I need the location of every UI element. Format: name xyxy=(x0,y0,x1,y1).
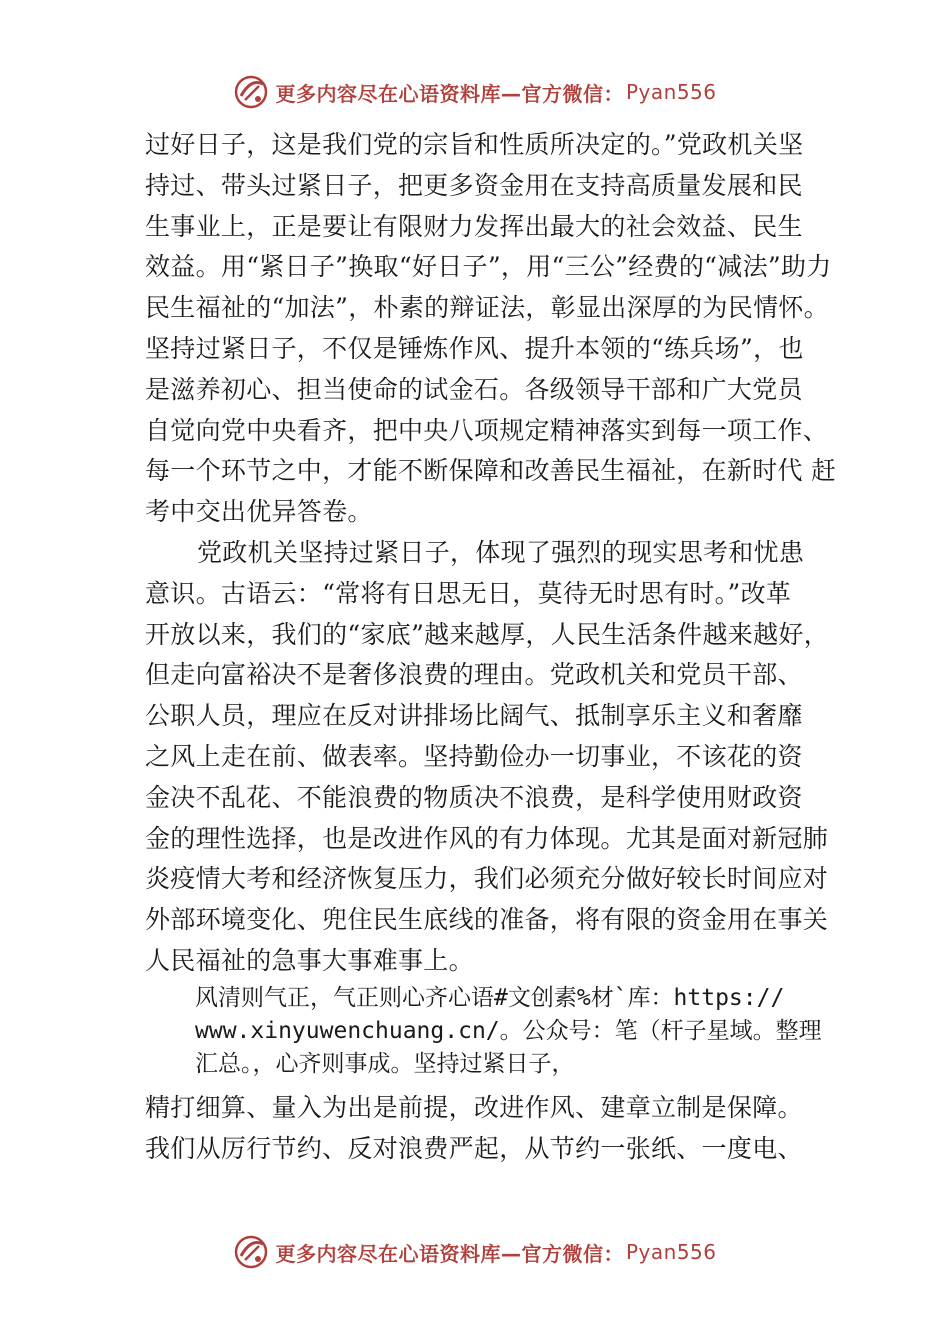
note-line: 风清则气正，气正则心齐心语#文创素%材`库：https:// xyxy=(195,985,785,1011)
body-line: 考中交出优异答卷。 xyxy=(145,497,373,527)
body-line: 每一个环节之中，才能不断保障和改善民生福祉，在新时代 赶 xyxy=(145,456,837,486)
body-line: 之风上走在前、做表率。坚持勤俭办一切事业，不该花的资 xyxy=(145,741,803,771)
body-line: 党政机关坚持过紧日子，体现了强烈的现实思考和忧患 xyxy=(197,537,805,567)
body-line: 意识。古语云：“常将有日思无日，莫待无时思有时。”改革 xyxy=(145,578,792,608)
watermark-note xyxy=(195,982,845,1081)
body-line: 外部环境变化、兜住民生底线的准备，将有限的资金用在事关 xyxy=(145,905,829,935)
body-line: 生事业上，正是要让有限财力发挥出最大的社会效益、民生 xyxy=(145,211,803,241)
body-line: 公职人员，理应在反对讲排场比阔气、抵制享乐主义和奢靡 xyxy=(145,701,803,731)
body-line: 坚持过紧日子，不仅是锤炼作风、提升本领的“练兵场”，也 xyxy=(145,333,804,363)
body-line: 效益。用“紧日子”换取“好日子”，用“三公”经费的“减法”助力 xyxy=(145,252,832,282)
body-line: 但走向富裕决不是奢侈浪费的理由。党政机关和党员干部、 xyxy=(145,660,803,690)
xinyu-logo-icon xyxy=(233,1234,269,1270)
body-line: 我们从厉行节约、反对浪费严起，从节约一张纸、一度电、 xyxy=(145,1133,803,1163)
body-line: 精打细算、量入为出是前提，改进作风、建章立制是保障。 xyxy=(145,1093,803,1122)
body-line: 过好日子，这是我们党的宗旨和性质所决定的。”党政机关坚 xyxy=(145,130,804,159)
body-line: 自觉向党中央看齐，把中央八项规定精神落实到每一项工作、 xyxy=(145,415,829,445)
note-line: www.xinyuwenchuang.cn/。公众号：笔（杆子星域。整理 xyxy=(195,1018,822,1044)
body-line: 是滋养初心、担当使命的试金石。各级领导干部和广大党员 xyxy=(145,374,803,404)
body-line: 持过、带头过紧日子，把更多资金用在支持高质量发展和民 xyxy=(145,170,803,200)
header-banner xyxy=(0,72,950,112)
tail-text xyxy=(145,1088,845,1170)
header-banner-text: 更多内容尽在心语资料库—官方微信： xyxy=(275,81,624,106)
body-line: 炎疫情大考和经济恢复压力，我们必须充分做好较长时间应对 xyxy=(145,864,829,894)
body-line: 人民福祉的急事大事难事上。 xyxy=(145,945,474,975)
body-line: 民生福祉的“加法”，朴素的辩证法，彰显出深厚的为民情怀。 xyxy=(145,293,829,323)
body-line: 金的理性选择，也是改进作风的有力体现。尤其是面对新冠肺 xyxy=(145,823,829,853)
header-wechat-id: Pyan556 xyxy=(625,80,717,104)
body-line: 开放以来，我们的“家底”越来越厚，人民生活条件越来越好， xyxy=(145,619,829,649)
footer-banner xyxy=(0,1232,950,1272)
note-line: 汇总。，心齐则事成。坚持过紧日子， xyxy=(195,1051,575,1077)
footer-banner-text: 更多内容尽在心语资料库—官方微信： xyxy=(275,1241,624,1266)
xinyu-logo-icon xyxy=(233,74,269,110)
footer-wechat-id: Pyan556 xyxy=(625,1240,717,1264)
body-line: 金决不乱花、不能浪费的物质决不浪费，是科学使用财政资 xyxy=(145,782,803,812)
body-text xyxy=(145,125,845,982)
